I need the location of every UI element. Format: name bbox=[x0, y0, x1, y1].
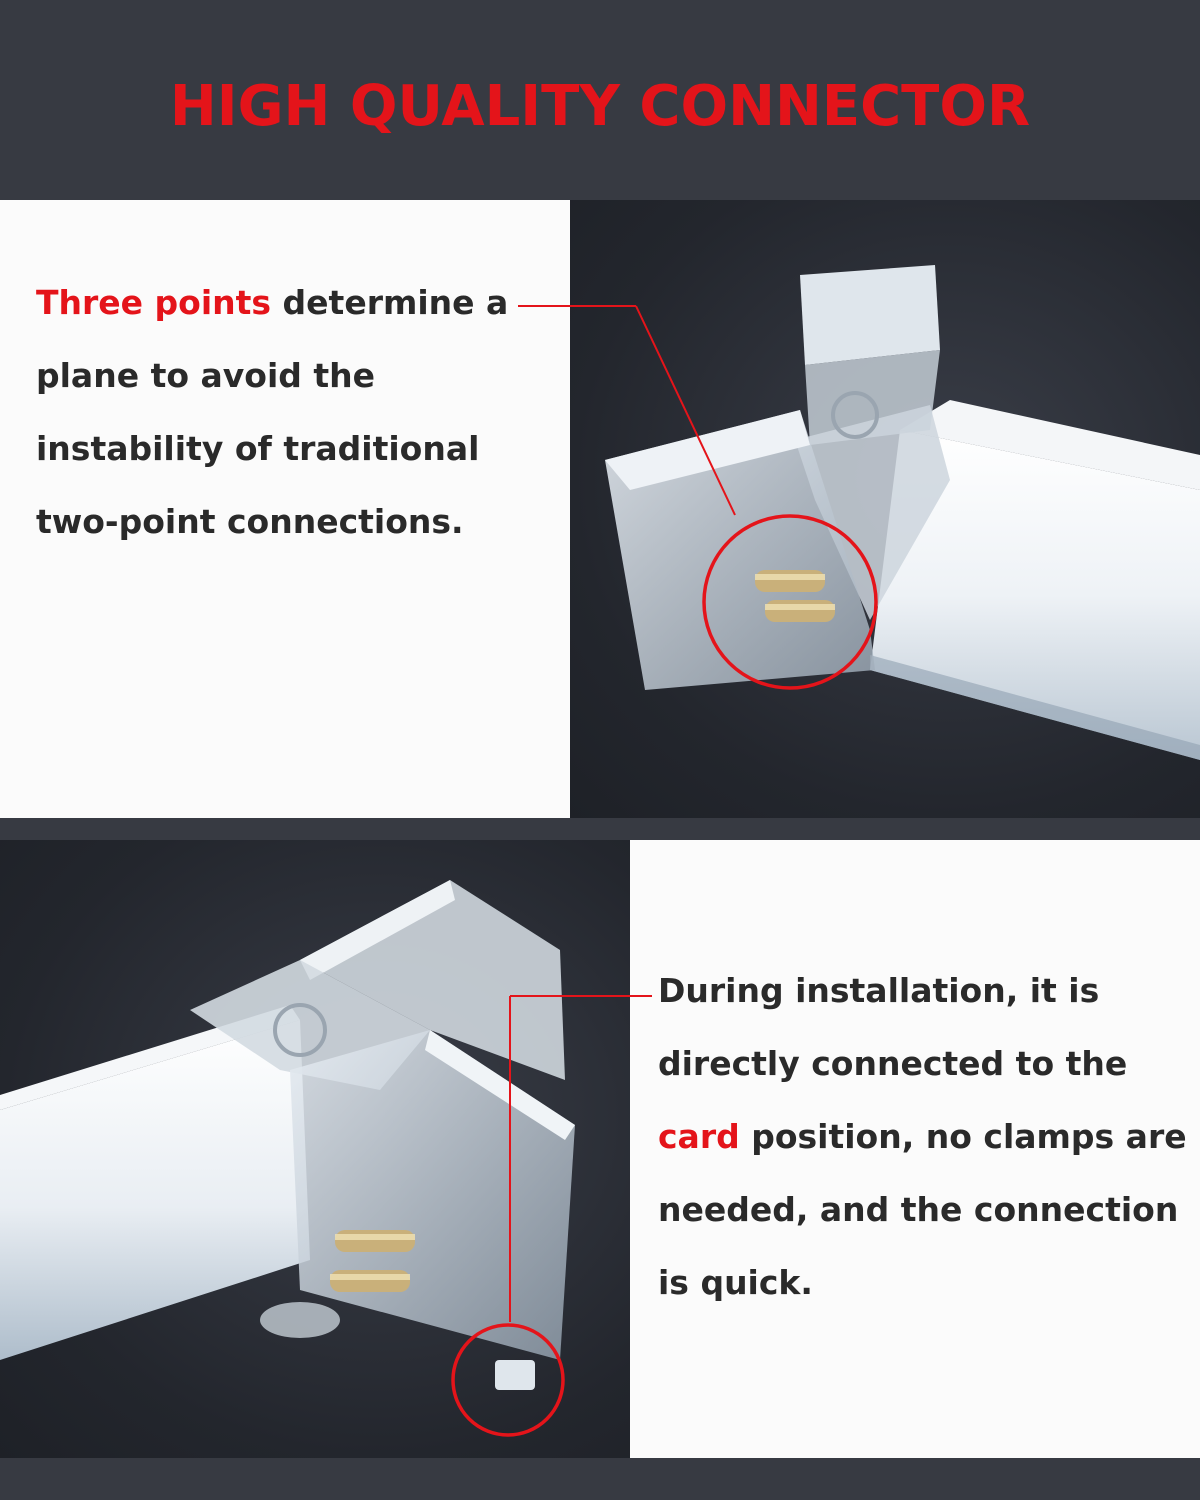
page-title: HIGH QUALITY CONNECTOR bbox=[169, 73, 1031, 139]
section2-text-before: During installation, it is directly connected to the bbox=[658, 971, 1128, 1083]
section1-text: determine a plane to avoid the instability of traditional two-point connections. bbox=[36, 283, 509, 541]
connector-three-way-illustration bbox=[570, 200, 1200, 818]
connector-tee-illustration bbox=[0, 840, 630, 1458]
section1-highlight: Three points bbox=[36, 283, 272, 322]
section1-description bbox=[36, 266, 566, 558]
section1-product-image bbox=[570, 200, 1200, 818]
section-divider bbox=[0, 818, 1200, 840]
header-bar bbox=[0, 0, 1200, 200]
section2-text-after: position, no clamps are needed, and the connection is quick. bbox=[658, 1117, 1187, 1302]
section2-description bbox=[658, 954, 1188, 1319]
section2-highlight: card bbox=[658, 1117, 740, 1156]
footer-bar bbox=[0, 1458, 1200, 1500]
section2-product-image bbox=[0, 840, 630, 1458]
